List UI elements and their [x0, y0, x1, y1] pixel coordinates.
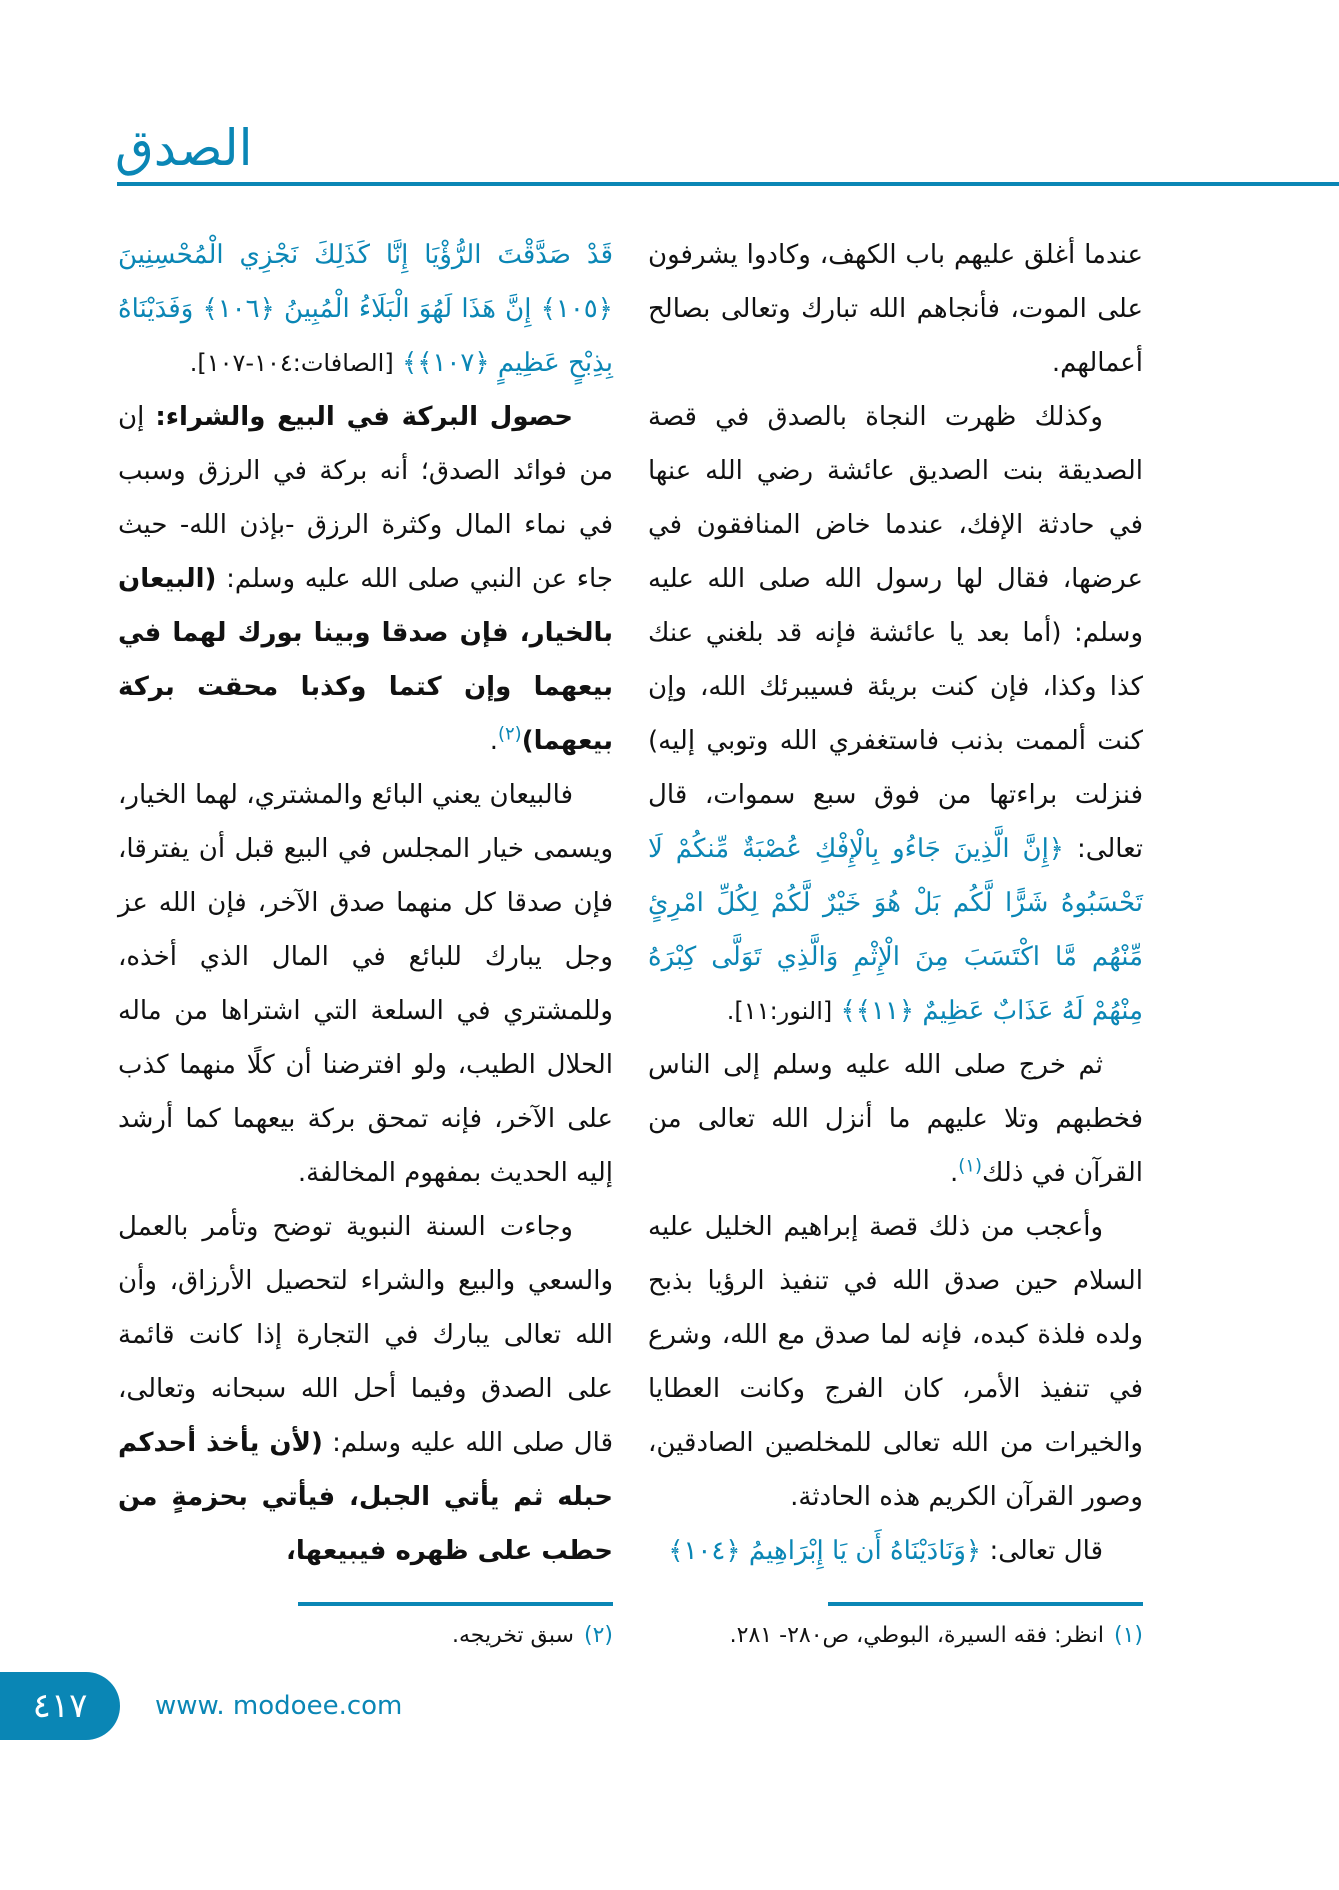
page-header — [0, 0, 1339, 228]
header-rule — [117, 182, 1339, 186]
paragraph: عندما أغلق عليهم باب الكهف، وكادوا يشرفون على الموت، فأنجاهم الله تبارك وتعالى بصالح أعمالهم. — [648, 240, 1143, 378]
paragraph-text: إن من فوائد الصدق؛ أنه بركة في الرزق وسبب في نماء المال وكثرة الرزق -بإذن الله- حيث جاء عن النبي صلى الله عليه وسلم: — [118, 402, 613, 594]
section-heading: حصول البركة في البيع والشراء: — [155, 402, 573, 432]
paragraph — [118, 1200, 613, 1578]
paragraph: فالبيعان يعني البائع والمشتري، لهما الخيار، ويسمى خيار المجلس في البيع قبل أن يفترقا، فإن صدقا كل منهما صدق الآخر، فإن الله عز وجل يبارك للبائع في المال الذي أخذه، وللمشتري في السلعة التي اشتراها من ماله الحلال الطيب، ولو افترضنا أن كلًا منهما كذب على الآخر، فإنه تمحق بركة بيعهما كما أرشد إليه الحديث بمفهوم المخالفة. — [118, 780, 613, 1188]
verse-reference: [الصافات:١٠٤-١٠٧]. — [189, 349, 394, 377]
paragraph — [118, 228, 613, 390]
footnote — [118, 1620, 613, 1652]
verse-reference: [النور:١١]. — [726, 997, 833, 1025]
right-column — [648, 228, 1143, 1578]
paragraph: ثم خرج صلى الله عليه وسلم إلى الناس فخطبهم وتلا عليهم ما أنزل الله تعالى من القرآن في ذلك$^{(١)}$. — [648, 1050, 1143, 1188]
footnote-text: سبق تخريجه. — [451, 1623, 574, 1648]
hadith: (لأن يأخذ أحدكم حبله ثم يأتي الجبل، فيأتي بحزمةٍ من حطب على ظهره فيبيعها، — [118, 1428, 613, 1566]
quran-verse: ﴿وَنَادَيْنَاهُ أَن يَا إِبْرَاهِيمُ ﴿١٠٤﴾ — [668, 1536, 982, 1566]
footnote-block-left — [118, 1602, 613, 1652]
footnotes — [118, 1602, 1143, 1652]
footnote-number: (١) — [1113, 1623, 1143, 1648]
paragraph — [648, 1524, 1143, 1578]
footnote-marker: (٢) — [497, 723, 522, 745]
footnote-rule — [298, 1602, 613, 1606]
quran-verse: قَدْ صَدَّقْتَ الرُّؤْيَا إِنَّا كَذَلِكَ نَجْزِي الْمُحْسِنِينَ ﴿١٠٥﴾ إِنَّ هَذَا لَهُوَ الْبَلَاءُ الْمُبِينُ ﴿١٠٦﴾ وَفَدَيْنَاهُ بِذِبْحٍ عَظِيمٍ ﴿١٠٧﴾﴾ — [118, 240, 613, 378]
website-link[interactable]: www. modoee.com — [155, 1691, 403, 1721]
left-column — [118, 228, 613, 1578]
paragraph: حصول البركة في البيع والشراء: إن من فوائد الصدق؛ أنه بركة في الرزق وسبب في نماء المال وكثرة الرزق -بإذن الله- حيث جاء عن النبي صلى الله عليه وسلم: (البيعان بالخيار، فإن صدقا وبينا بورك لهما في بيعهما وإن كتما وكذبا محقت بركة بيعهما)$^{(٢)}$. — [118, 402, 613, 756]
footnote-text: انظر: فقه السيرة، البوطي، ص٢٨٠- ٢٨١. — [729, 1623, 1104, 1648]
page-footer — [0, 1672, 1339, 1782]
paragraph-text: وجاءت السنة النبوية توضح وتأمر بالعمل والسعي والبيع والشراء لتحصيل الأرزاق، وأن الله تعالى يبارك في التجارة إذا كانت قائمة على الصدق وفيما أحل الله سبحانه وتعالى، قال صلى الله عليه وسلم: — [118, 1212, 614, 1458]
footnote — [648, 1620, 1143, 1652]
footnote-block-right — [648, 1602, 1143, 1652]
body-columns — [118, 228, 1143, 1578]
paragraph-text: وكذلك ظهرت النجاة بالصدق في قصة الصديقة بنت الصديق عائشة رضي الله عنها في حادثة الإفك، عندما خاض المنافقون في عرضها، فقال لها رسول الله صلى الله عليه وسلم: (أما بعد يا عائشة فإنه قد بلغني عنك كذا وكذا، فإن كنت بريئة فسيبرئك الله، وإن كنت ألممت بذنب فاستغفري الله وتوبي إليه) فنزلت براءتها من فوق سبع سموات، قال تعالى: — [648, 402, 1144, 864]
hadith: (البيعان بالخيار، فإن صدقا وبينا بورك لهما في بيعهما وإن كتما وكذبا محقت بركة بيعهما) — [118, 564, 613, 756]
paragraph-text: ثم خرج صلى الله عليه وسلم إلى الناس فخطبهم وتلا عليهم ما أنزل الله تعالى من القرآن في ذلك — [648, 1050, 1143, 1188]
page-number: ٤١٧ — [0, 1672, 120, 1740]
paragraph: وأعجب من ذلك قصة إبراهيم الخليل عليه السلام حين صدق الله في تنفيذ الرؤيا بذبح ولده فلذة كبده، فإنه لما صدق مع الله، وشرع في تنفيذ الأمر، كان الفرج وكانت العطايا والخيرات من الله تعالى للمخلصين الصادقين، وصور القرآن الكريم هذه الحادثة. — [648, 1212, 1143, 1512]
footnote-marker: (١) — [958, 1155, 982, 1177]
quran-verse: ﴿إِنَّ الَّذِينَ جَاءُو بِالْإِفْكِ عُصْبَةٌ مِّنكُمْ لَا تَحْسَبُوهُ شَرًّا لَّكُم بَلْ هُوَ خَيْرٌ لَّكُمْ لِكُلِّ امْرِئٍ مِّنْهُم مَّا اكْتَسَبَ مِنَ الْإِثْمِ وَالَّذِي تَوَلَّى كِبْرَهُ مِنْهُمْ لَهُ عَذَابٌ عَظِيمٌ ﴿١١﴾﴾ — [648, 834, 1143, 1026]
paragraph — [648, 390, 1143, 1038]
paragraph-text: قال تعالى: — [989, 1536, 1103, 1566]
page-title: الصدق — [115, 119, 253, 177]
footnote-rule — [828, 1602, 1143, 1606]
footnote-number: (٢) — [583, 1623, 613, 1648]
